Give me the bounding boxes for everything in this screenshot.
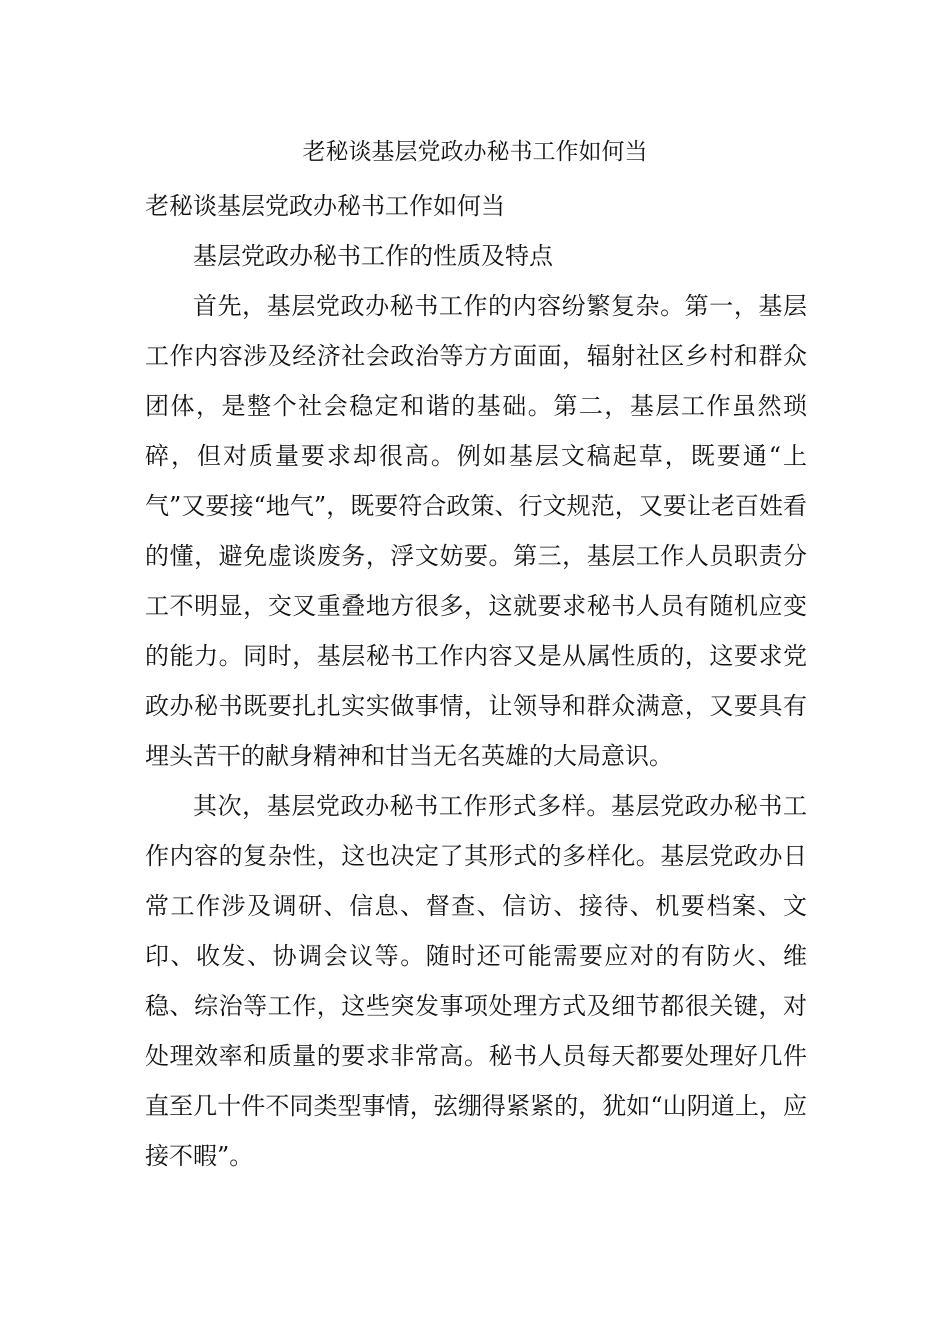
document-title: 老秘谈基层党政办秘书工作如何当 [302,139,648,165]
paragraph-second: 其次，基层党政办秘书工作形式多样。基层党政办秘书工作内容的复杂性，这也决定了其形式的多样化。基层党政办日常工作涉及调研、信息、督查、信访、接待、机要档案、文印、收发、协调会议等。随时还可能需要应对的有防火、维稳、综治等工作，这些突发事项处理方式及细节都很关键，对处理效率和质量的要求非常高。秘书人员每天都要处理好几件直至几十件不同类型事情，弦绷得紧紧的，犹如“山阴道上，应接不暇”。 [145,792,807,1170]
section-heading: 基层党政办秘书工作的性质及特点 [193,242,553,270]
subtitle-paragraph: 老秘谈基层党政办秘书工作如何当 [145,192,505,220]
paragraph-first: 首先，基层党政办秘书工作的内容纷繁复杂。第一，基层工作内容涉及经济社会政治等方方面面，辐射社区乡村和群众团体，是整个社会稳定和谐的基础。第二，基层工作虽然琐碎，但对质量要求却很高。例如基层文稿起草，既要通“上气”又要接“地气”，既要符合政策、行文规范，又要让老百姓看的懂，避免虚谈废务，浮文妨要。第三，基层工作人员职责分工不明显，交叉重叠地方很多，这就要求秘书人员有随机应变的能力。同时，基层秘书工作内容又是从属性质的，这要求党政办秘书既要扎扎实实做事情，让领导和群众满意，又要具有埋头苦干的献身精神和甘当无名英雄的大局意识。 [145,292,807,770]
document-body [145,181,807,1181]
